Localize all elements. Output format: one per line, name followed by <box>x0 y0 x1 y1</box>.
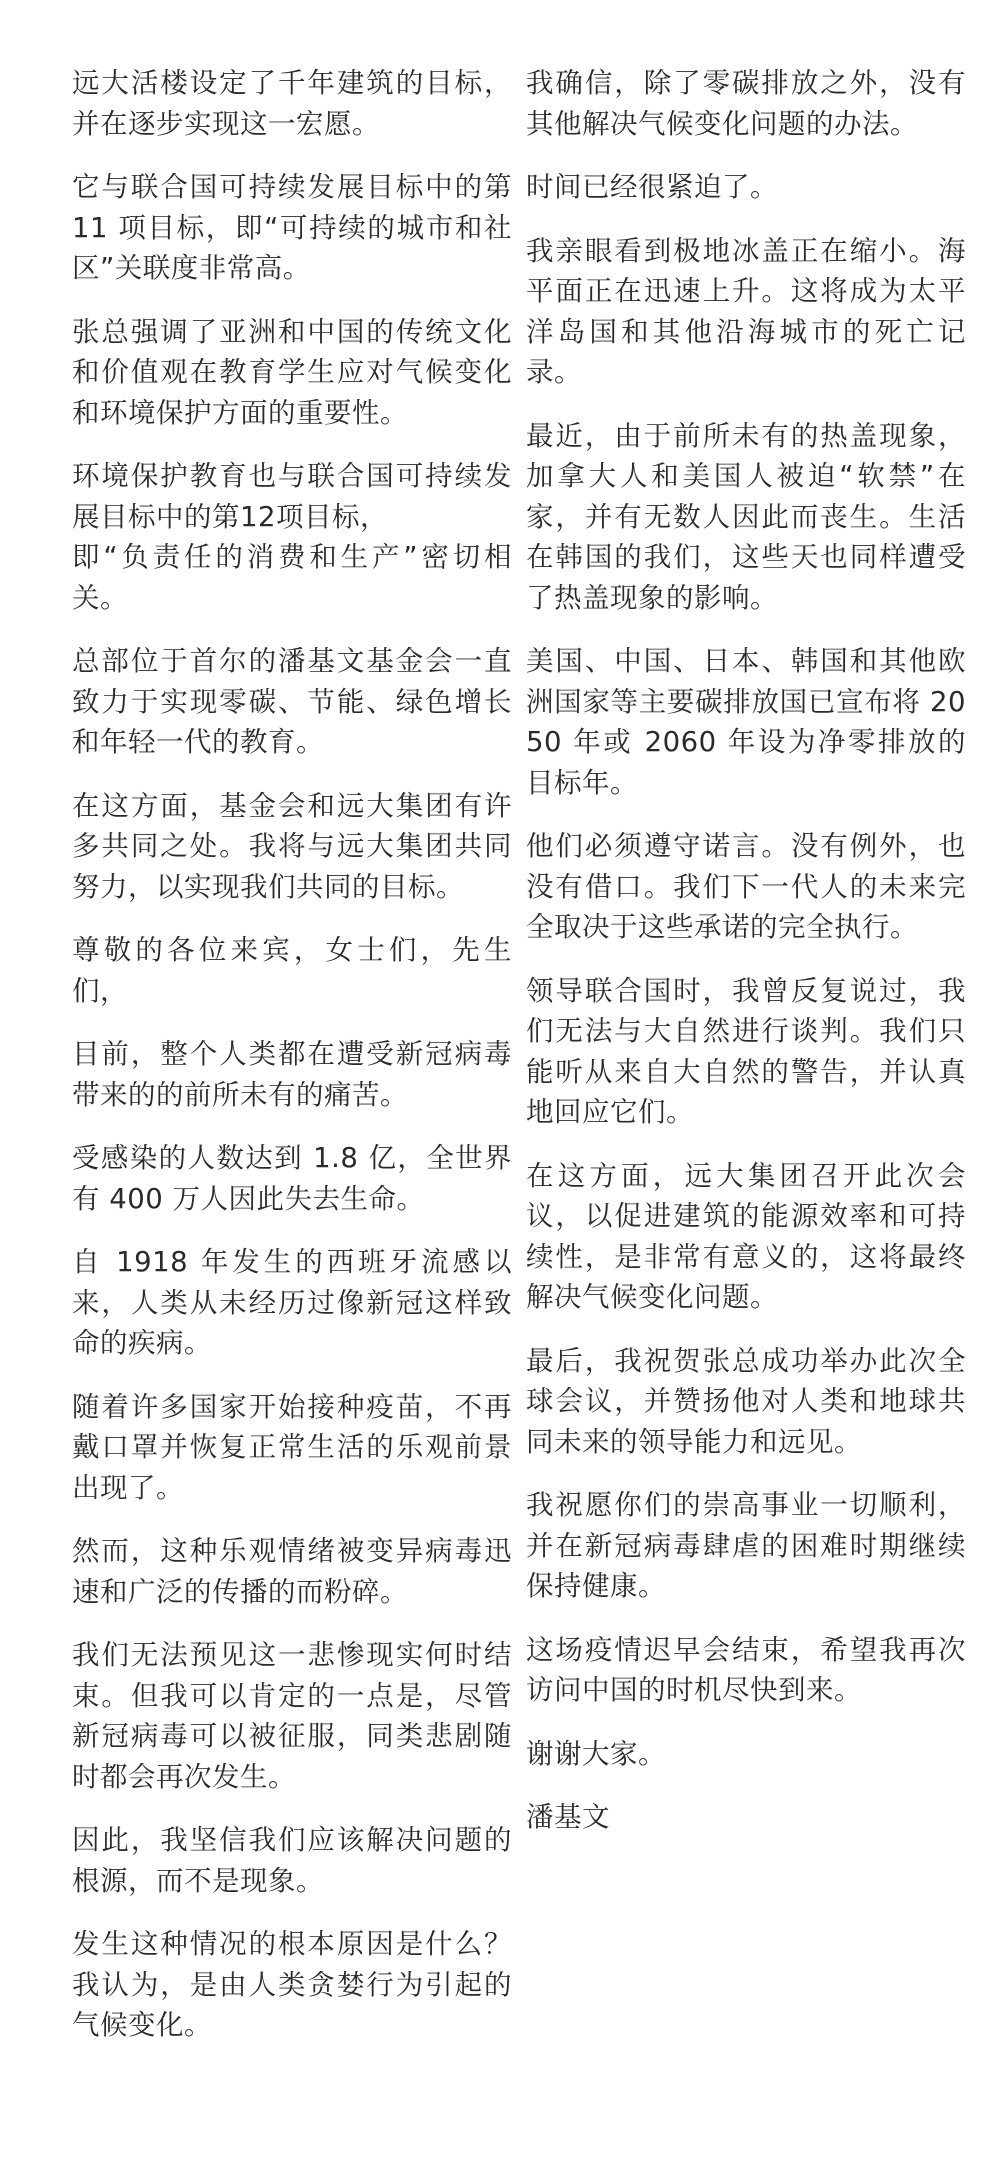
paragraph: 远大活楼设定了千年建筑的目标，并在逐步实现这一宏愿。 <box>72 67 512 140</box>
paragraph: 在这方面，基金会和远大集团有许多共同之处。我将与远大集团共同努力，以实现我们共同的目标。 <box>72 789 512 903</box>
salutation: 尊敬的各位来宾，女士们，先生们， <box>72 934 512 1007</box>
paragraph: 我确信，除了零碳排放之外，没有其他解决气候变化问题的办法。 <box>526 67 966 140</box>
paragraph: 我祝愿你们的崇高事业一切顺利，并在新冠病毒肆虐的困难时期继续保持健康。 <box>526 1489 966 1602</box>
paragraph: 在这方面，远大集团召开此次会议，以促进建筑的能源效率和可持续性，是非常有意义的，这将最终解决气候变化问题。 <box>526 1159 966 1313</box>
paragraph: 美国、中国、日本、韩国和其他欧洲国家等主要碳排放国已宣布将 2050 年或 2060 年设为净零排放的目标年。 <box>526 645 966 799</box>
paragraph: 他们必须遵守诺言。没有例外，也没有借口。我们下一代人的未来完全取决于这些承诺的完全执行。 <box>526 830 966 943</box>
paragraph: 它与联合国可持续发展目标中的第 11 项目标，即“可持续的城市和社区”关联度非常高。 <box>72 171 512 284</box>
paragraph: 受感染的人数达到 1.8 亿，全世界有 400 万人因此失去生命。 <box>72 1142 512 1215</box>
paragraph: 然而，这种乐观情绪被变异病毒迅速和广泛的传播的而粉碎。 <box>72 1535 512 1608</box>
paragraph: 时间已经很紧迫了。 <box>526 171 778 203</box>
paragraph: 张总强调了亚洲和中国的传统文化和价值观在教育学生应对气候变化和环境保护方面的重要性。 <box>72 315 512 429</box>
paragraph: 因此，我坚信我们应该解决问题的根源，而不是现象。 <box>72 1824 512 1897</box>
left-text-column <box>72 63 512 2069</box>
right-text-column <box>526 63 966 1861</box>
paragraph: 发生这种情况的根本原因是什么？我认为，是由人类贪婪行为引起的气候变化。 <box>72 1928 512 2041</box>
paragraph: 目前，整个人类都在遭受新冠病毒带来的的前所未有的痛苦。 <box>72 1038 512 1111</box>
paragraph: 领导联合国时，我曾反复说过，我们无法与大自然进行谈判。我们只能听从来自大自然的警告，并认真地回应它们。 <box>526 974 966 1128</box>
paragraph: 随着许多国家开始接种疫苗，不再戴口罩并恢复正常生活的乐观前景出现了。 <box>72 1390 512 1504</box>
paragraph: 环境保护教育也与联合国可持续发展目标中的第12项目标， 即“负责任的消费和生产”密切相关。 <box>72 460 512 614</box>
paragraph: 我们无法预见这一悲惨现实何时结束。但我可以肯定的一点是，尽管新冠病毒可以被征服，同类悲剧随时都会再次发生。 <box>72 1639 512 1793</box>
paragraph: 总部位于首尔的潘基文基金会一直致力于实现零碳、节能、绿色增长和年轻一代的教育。 <box>72 645 512 758</box>
paragraph: 这场疫情迟早会结束，希望我再次访问中国的时机尽快到来。 <box>526 1633 966 1706</box>
paragraph: 最后，我祝贺张总成功举办此次全球会议，并赞扬他对人类和地球共同未来的领导能力和远见。 <box>526 1344 966 1458</box>
paragraph: 自 1918 年发生的西班牙流感以来，人类从未经历过像新冠这样致命的疾病。 <box>72 1246 512 1359</box>
signature-name: 潘基文 <box>526 1801 610 1833</box>
paragraph: 我亲眼看到极地冰盖正在缩小。海平面正在迅速上升。这将成为太平洋岛国和其他沿海城市的死亡记录。 <box>526 234 966 388</box>
paragraph: 最近，由于前所未有的热盖现象，加拿大人和美国人被迫“软禁”在家，并有无数人因此而丧生。生活在韩国的我们，这些天也同样遭受了热盖现象的影响。 <box>526 419 966 614</box>
closing-thanks: 谢谢大家。 <box>526 1737 666 1770</box>
